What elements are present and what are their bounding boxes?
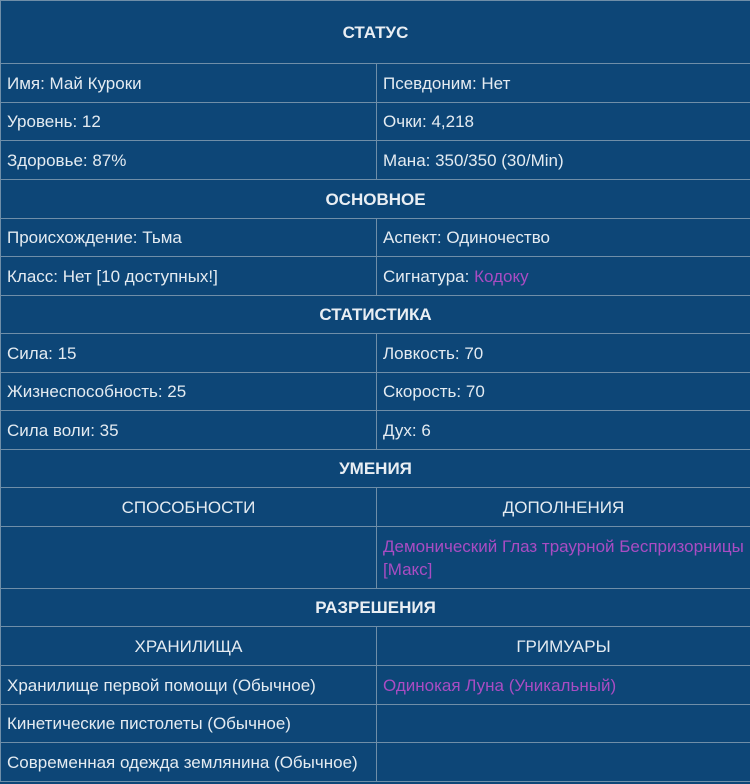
- abilities-cell: [1, 527, 377, 589]
- signature-cell: [377, 257, 750, 296]
- level-cell: Уровень: 12: [1, 103, 377, 141]
- permissions-section-title: РАЗРЕШЕНИЯ: [1, 589, 750, 627]
- health-cell: Здоровье: 87%: [1, 141, 377, 180]
- storage-header: ХРАНИЛИЩА: [1, 627, 377, 666]
- status-section-title: СТАТУС: [1, 1, 750, 64]
- vitality-cell: Жизнеспособность: 25: [1, 373, 377, 411]
- name-cell: Имя: Май Куроки: [1, 64, 377, 103]
- abilities-header: СПОСОБНОСТИ: [1, 488, 377, 527]
- willpower-cell: Сила воли: 35: [1, 411, 377, 450]
- grimoires-header: ГРИМУАРЫ: [377, 627, 750, 666]
- addon-link[interactable]: Демонический Глаз траурной Беспризорницы [Макс]: [383, 536, 744, 579]
- addons-header: ДОПОЛНЕНИЯ: [377, 488, 750, 527]
- grimoire-link[interactable]: Одинокая Луна (Уникальный): [383, 675, 617, 695]
- alias-cell: Псевдоним: Нет: [377, 64, 750, 103]
- signature-link[interactable]: Кодоку: [474, 266, 529, 286]
- storage-item: Современная одежда землянина (Обычное): [1, 743, 377, 782]
- mana-cell: Мана: 350/350 (30/Min): [377, 141, 750, 180]
- signature-label: Сигнатура:: [383, 266, 475, 286]
- points-cell: Очки: 4,218: [377, 103, 750, 141]
- addons-cell: [377, 527, 750, 589]
- skills-section-title: УМЕНИЯ: [1, 450, 750, 488]
- origin-cell: Происхождение: Тьма: [1, 219, 377, 257]
- grimoire-cell: [377, 666, 750, 705]
- speed-cell: Скорость: 70: [377, 373, 750, 411]
- stats-section-title: СТАТИСТИКА: [1, 296, 750, 334]
- storage-item: Кинетические пистолеты (Обычное): [1, 705, 377, 743]
- strength-cell: Сила: 15: [1, 334, 377, 373]
- aspect-cell: Аспект: Одиночество: [377, 219, 750, 257]
- basic-section-title: ОСНОВНОЕ: [1, 180, 750, 219]
- agility-cell: Ловкость: 70: [377, 334, 750, 373]
- class-cell: Класс: Нет [10 доступных!]: [1, 257, 377, 296]
- empty-cell: [377, 743, 750, 782]
- storage-item: Хранилище первой помощи (Обычное): [1, 666, 377, 705]
- empty-cell: [377, 705, 750, 743]
- spirit-cell: Дух: 6: [377, 411, 750, 450]
